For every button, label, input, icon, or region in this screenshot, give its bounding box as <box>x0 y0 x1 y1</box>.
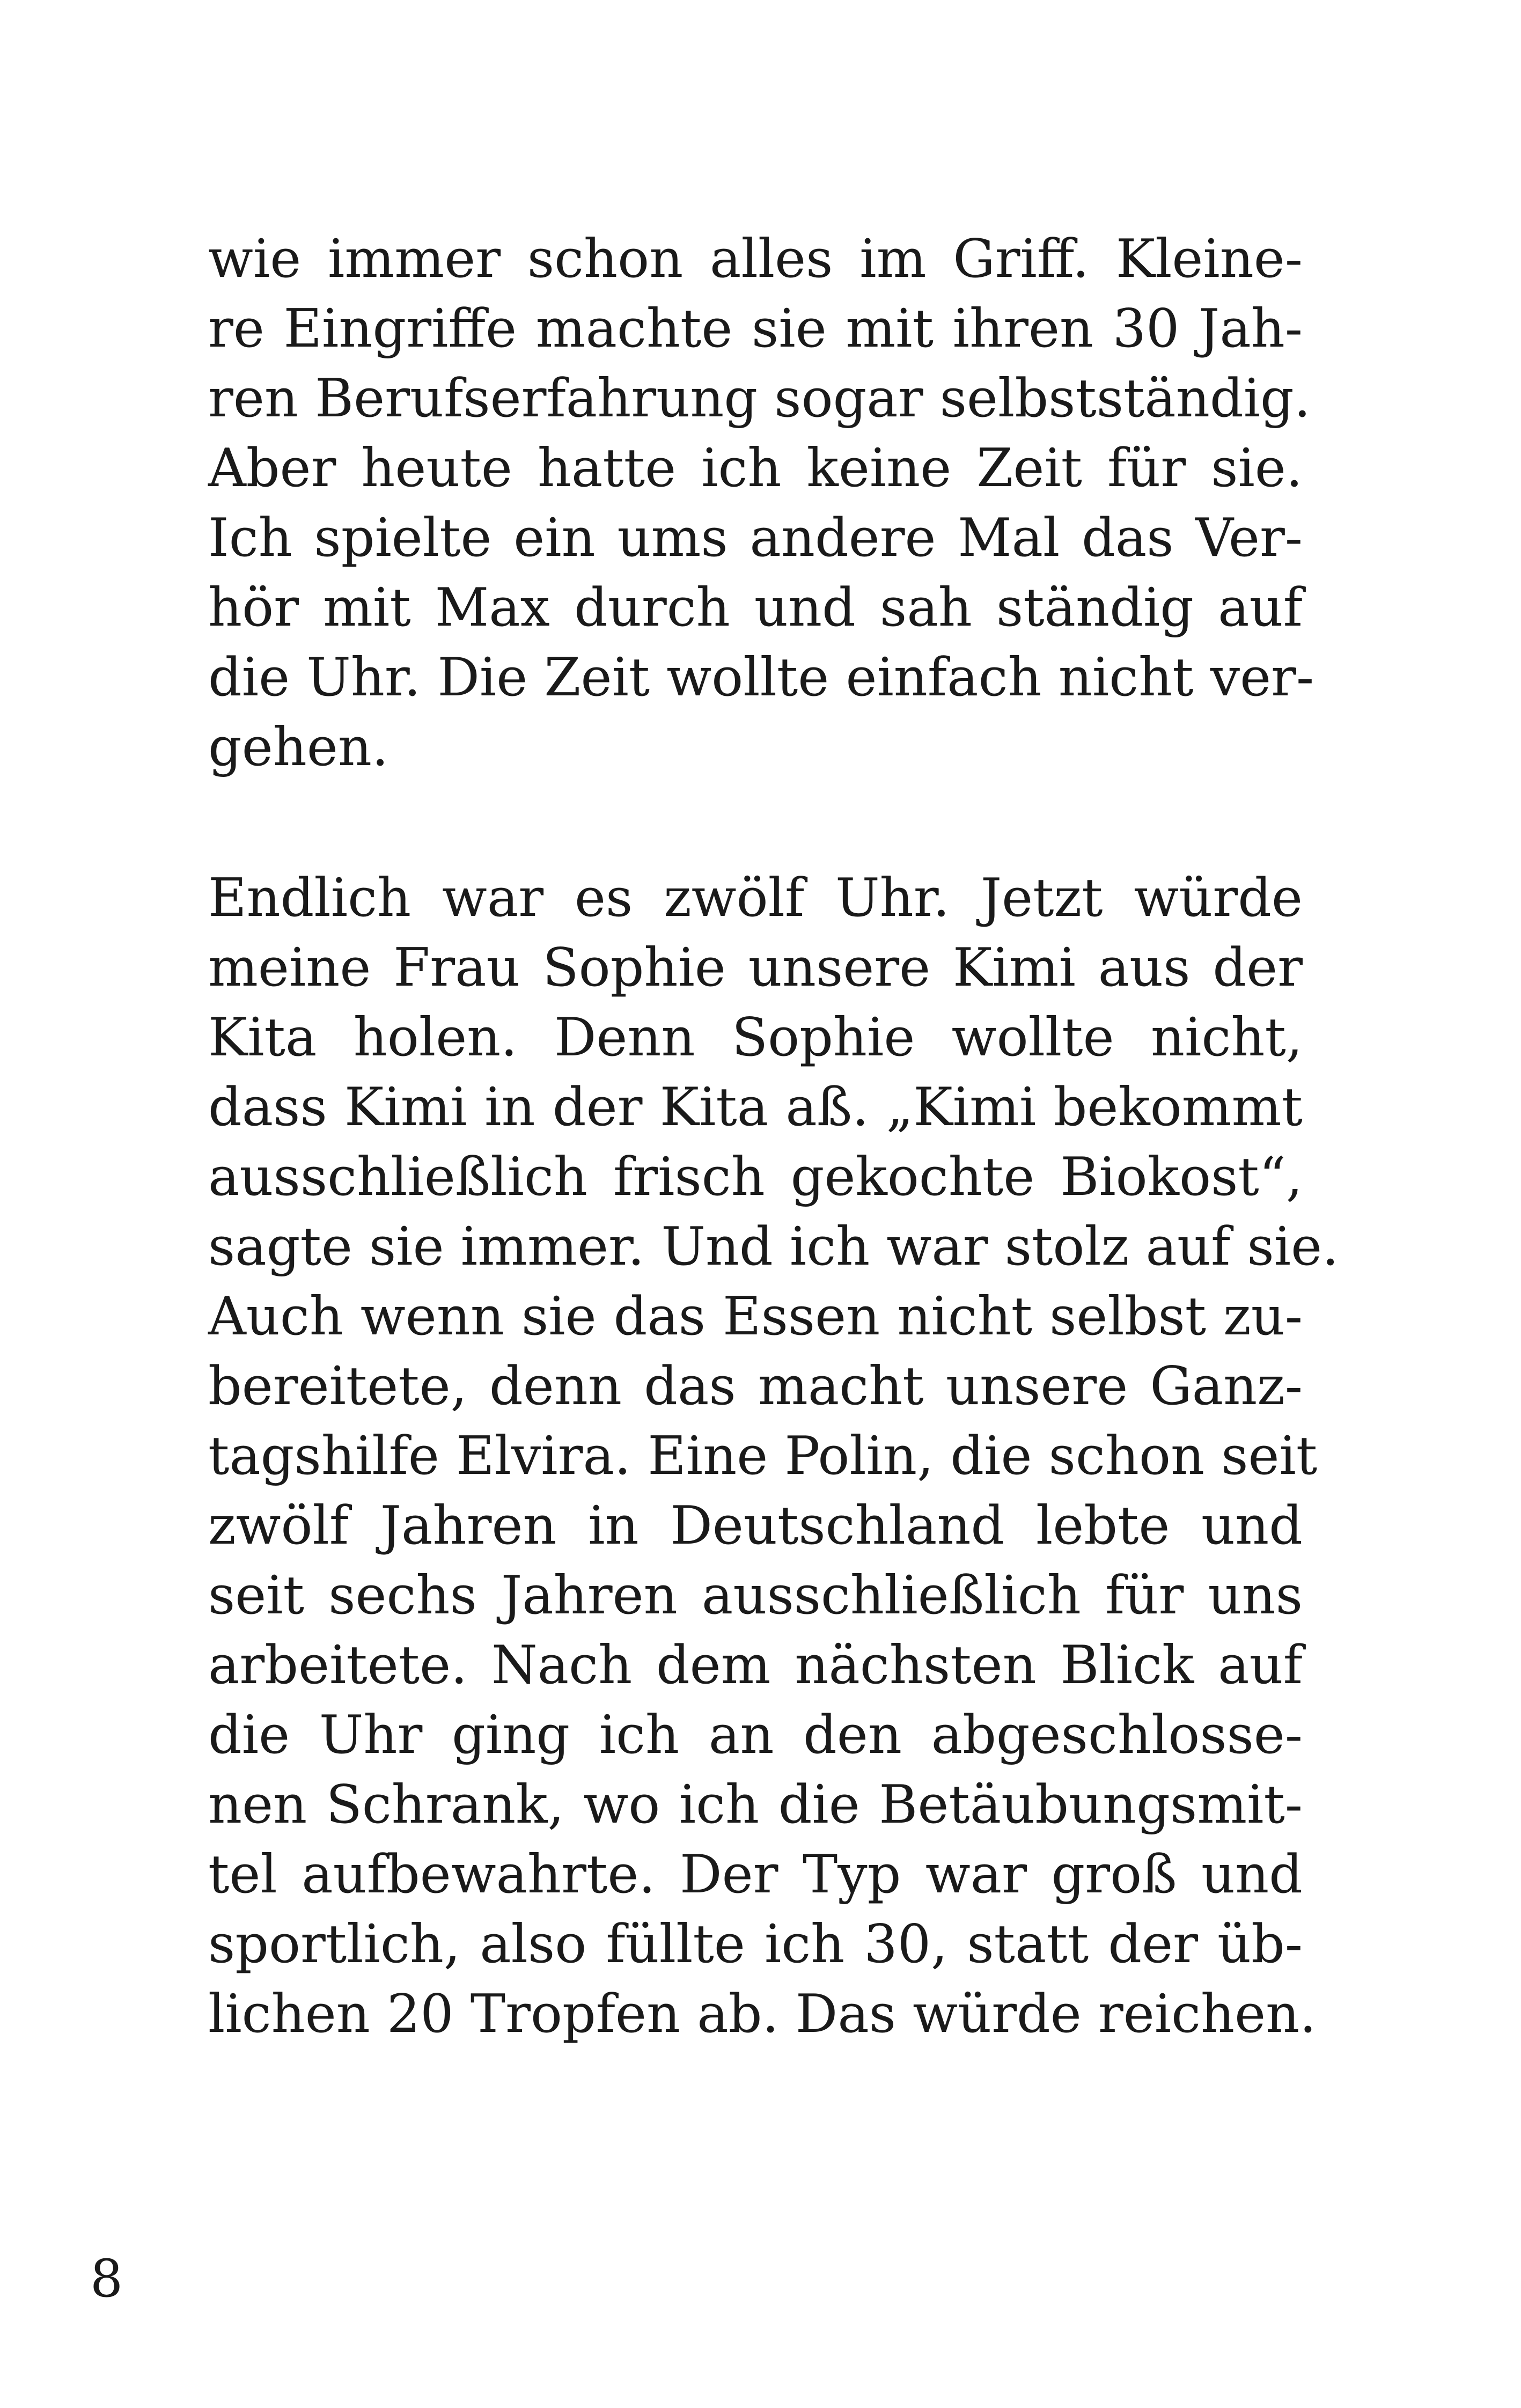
text-line: Endlich war es zwölf Uhr. Jetzt würde <box>208 868 1303 929</box>
text-line: die Uhr ging ich an den abgeschlosse- <box>208 1705 1303 1766</box>
text-line: ren Berufserfahrung sogar selbstständig. <box>208 368 1311 429</box>
text-line: hör mit Max durch und sah ständig auf <box>208 577 1303 638</box>
text-line: ausschließlich frisch gekochte Biokost“, <box>208 1147 1303 1208</box>
text-line: Ich spielte ein ums andere Mal das Ver- <box>208 508 1303 569</box>
text-line: sportlich, also füllte ich 30, statt der üb- <box>208 1914 1303 1975</box>
text-line: meine Frau Sophie unsere Kimi aus der <box>208 937 1303 999</box>
text-line: lichen 20 Tropfen ab. Das würde reichen. <box>208 1984 1317 2045</box>
text-line: tagshilfe Elvira. Eine Polin, die schon seit <box>208 1426 1318 1487</box>
text-line: nen Schrank, wo ich die Betäubungsmit- <box>208 1774 1303 1836</box>
text-line: dass Kimi in der Kita aß. „Kimi bekommt <box>208 1077 1303 1138</box>
text-line: Auch wenn sie das Essen nicht selbst zu- <box>208 1286 1303 1347</box>
text-line: arbeitete. Nach dem nächsten Blick auf <box>208 1635 1303 1696</box>
text-line: gehen. <box>208 717 389 778</box>
paragraph-1 <box>208 224 1314 782</box>
text-line: Aber heute hatte ich keine Zeit für sie. <box>208 438 1303 499</box>
page-number: 8 <box>90 2249 123 2309</box>
paragraph-2 <box>208 863 1339 2049</box>
text-line: Kita holen. Denn Sophie wollte nicht, <box>208 1007 1303 1068</box>
text-line: seit sechs Jahren ausschließlich für uns <box>208 1565 1303 1626</box>
text-line: bereitete, denn das macht unsere Ganz- <box>208 1356 1303 1417</box>
text-line: sagte sie immer. Und ich war stolz auf sie. <box>208 1216 1339 1278</box>
text-line: zwölf Jahren in Deutschland lebte und <box>208 1495 1303 1557</box>
text-line: die Uhr. Die Zeit wollte einfach nicht ver- <box>208 647 1314 708</box>
text-line: tel aufbewahrte. Der Typ war groß und <box>208 1844 1303 1905</box>
text-line: re Eingriffe machte sie mit ihren 30 Jah- <box>208 298 1303 359</box>
text-line: wie immer schon alles im Griff. Kleine- <box>208 229 1303 290</box>
